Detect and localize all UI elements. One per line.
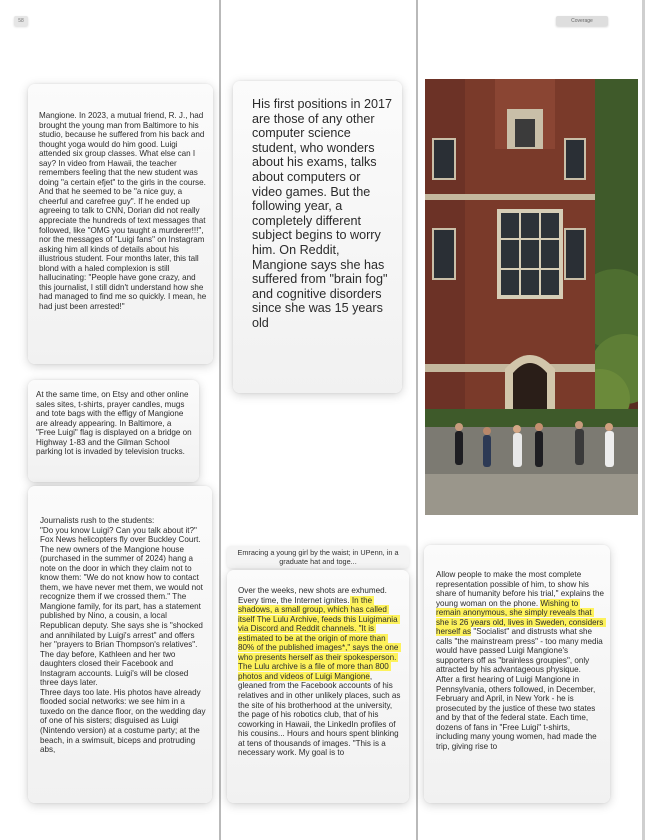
lulu-text-start: Over the weeks, new shots are exhumed. Every time, the Internet ignites. [238, 586, 390, 605]
coverage-button[interactable]: Coverage [556, 16, 608, 26]
text-card-journalists [28, 486, 212, 803]
text-card-lulu-archive [227, 570, 409, 803]
lulu-text-end: , gleaned from the Facebook accounts of his relatives and in other unlikely places, such as the site of his brotherhood at the university, the page of his robotics club, that of his coworking in Hawaii, the LinkedIn profiles of his cousins... Hours and hours spent blinking at tens of thousands of images. "This is a necessary work. My goal is to [238, 671, 403, 758]
text-card-yoga [28, 84, 213, 364]
page-number-badge: 58 [14, 16, 28, 26]
text-card-hearings [424, 545, 610, 803]
text-card-journalists-body: Journalists rush to the students: "Do you know Luigi? Can you talk about it?" Fox News helicopters fly over Buckley Court. The new owners of the Mangione house (purchased in the summer of 2024) hang a note on the door in which they claim not to know them: "We do not know how to contact them, we have never met them, we would not recognize them if we crossed them." The Mangione family, for its part, has a statement published by Nino, a cousin, a local Republican deputy. She says she is "shocked and annihilated by Luigi's arrest" and offers her "prayers to Brian Thompson's relatives". The day before, Kathleen and her two daughters closed their Facebook and Instagram accounts. Luigi's will be closed three days later. Three days too late. His photos have already flooded social networks: we see him in a tuxedo on the dance floor, on the wedding day of one of his sisters; disguised as Luigi (Nintendo version) at a costume party; at the beach, in a swimsuit, biceps and protruding abs, [40, 516, 206, 755]
column-divider-left [219, 0, 221, 840]
quote-card [233, 81, 402, 393]
lulu-highlighted-passage: In the shadows, a small group, which has called itself The Lulu Archive, feeds this Luigimania via Discord and Reddit channels. "It is estimated to be at the origin of more than 80% of the published images*," says the one who presents herself as their spokesperson. The Lulu archive is a file of more than 800 photos and videos of Luigi Mangione [238, 595, 401, 681]
column-divider-right [416, 0, 418, 840]
text-card-etsy [28, 380, 199, 482]
hearings-highlighted-passage: Wishing to remain anonymous, she simply reveals that she is 26 years old, lives in Sweden, considers herself as [436, 598, 606, 637]
text-card-hearings-body [436, 570, 607, 751]
photo-caption: Emracing a young girl by the waist; in UPenn, in a graduate hat and toge... [227, 546, 409, 568]
text-card-lulu-archive-body [238, 586, 403, 758]
quote-card-body: His first positions in 2017 are those of any other computer science student, who wonders about his exams, talks about computers or video games. But the following year, a completely different subject begins to worry him. On Reddit, Mangione says she has suffered from "brain fog" and cognitive disorders since she was 15 years old [252, 97, 392, 330]
hearings-text-start: Allow people to make the most complete representation possible of him, to show his share of humanity before his trial," explains the young woman on the phone. [436, 570, 607, 608]
campus-building-photo [425, 79, 638, 515]
text-card-etsy-body: At the same time, on Etsy and other online sales sites, t-shirts, prayer candles, mugs and tote bags with the effigy of Mangione are already appearing. In Baltimore, a "Free Luigi" flag is displayed on a bridge on Highway 1-83 and the Gilman School parking lot is invaded by television trucks. [36, 390, 194, 457]
hearings-text-end: "Socialist" and distrusts what she calls "the mainstream press" - too many media would have passed Luigi Mangione's supporters off as "brainless groupies", only attracted by his advantageous physique. After a first hearing of Luigi Mangione in Pennsylvania, others followed, in December, February and April, in New York - he is prosecuted by the justice of these two states and by that of the federal state. Each time, dozens of fans in "Free Luigi" t-shirts, including many young women, had made the trip, giving rise to [436, 627, 603, 751]
campus-building-illustration [425, 79, 638, 515]
page-edge-right [642, 0, 645, 840]
text-card-yoga-body: Mangione. In 2023, a mutual friend, R. J., had brought the young man from Baltimore to his studio, because he suffered from his back and thought yoga would do him good. Luigi attended six group classes. What else can I say? In video from Hawaii, the teacher remembers feeling that the new student was doing "a certain efjet" to the girls in the course. And that he seemed to be "a nice guy, a cheerful and carefree guy". If he ended up agreeing to talk to CNN, Dorian did not really appreciate the hundreds of text messages that followed, like "OMG you taught a murderer!!!", nor the messages of "Luigi fans" on Instagram asking him all kinds of details about his illustrious student. Four months later, this tall blond with a haled complexion is still hallucinating: "People have gone crazy, and this journalist, I still didn't understand how she had managed to find me so quickly. I mean, he had just been arrested!" [39, 111, 209, 311]
